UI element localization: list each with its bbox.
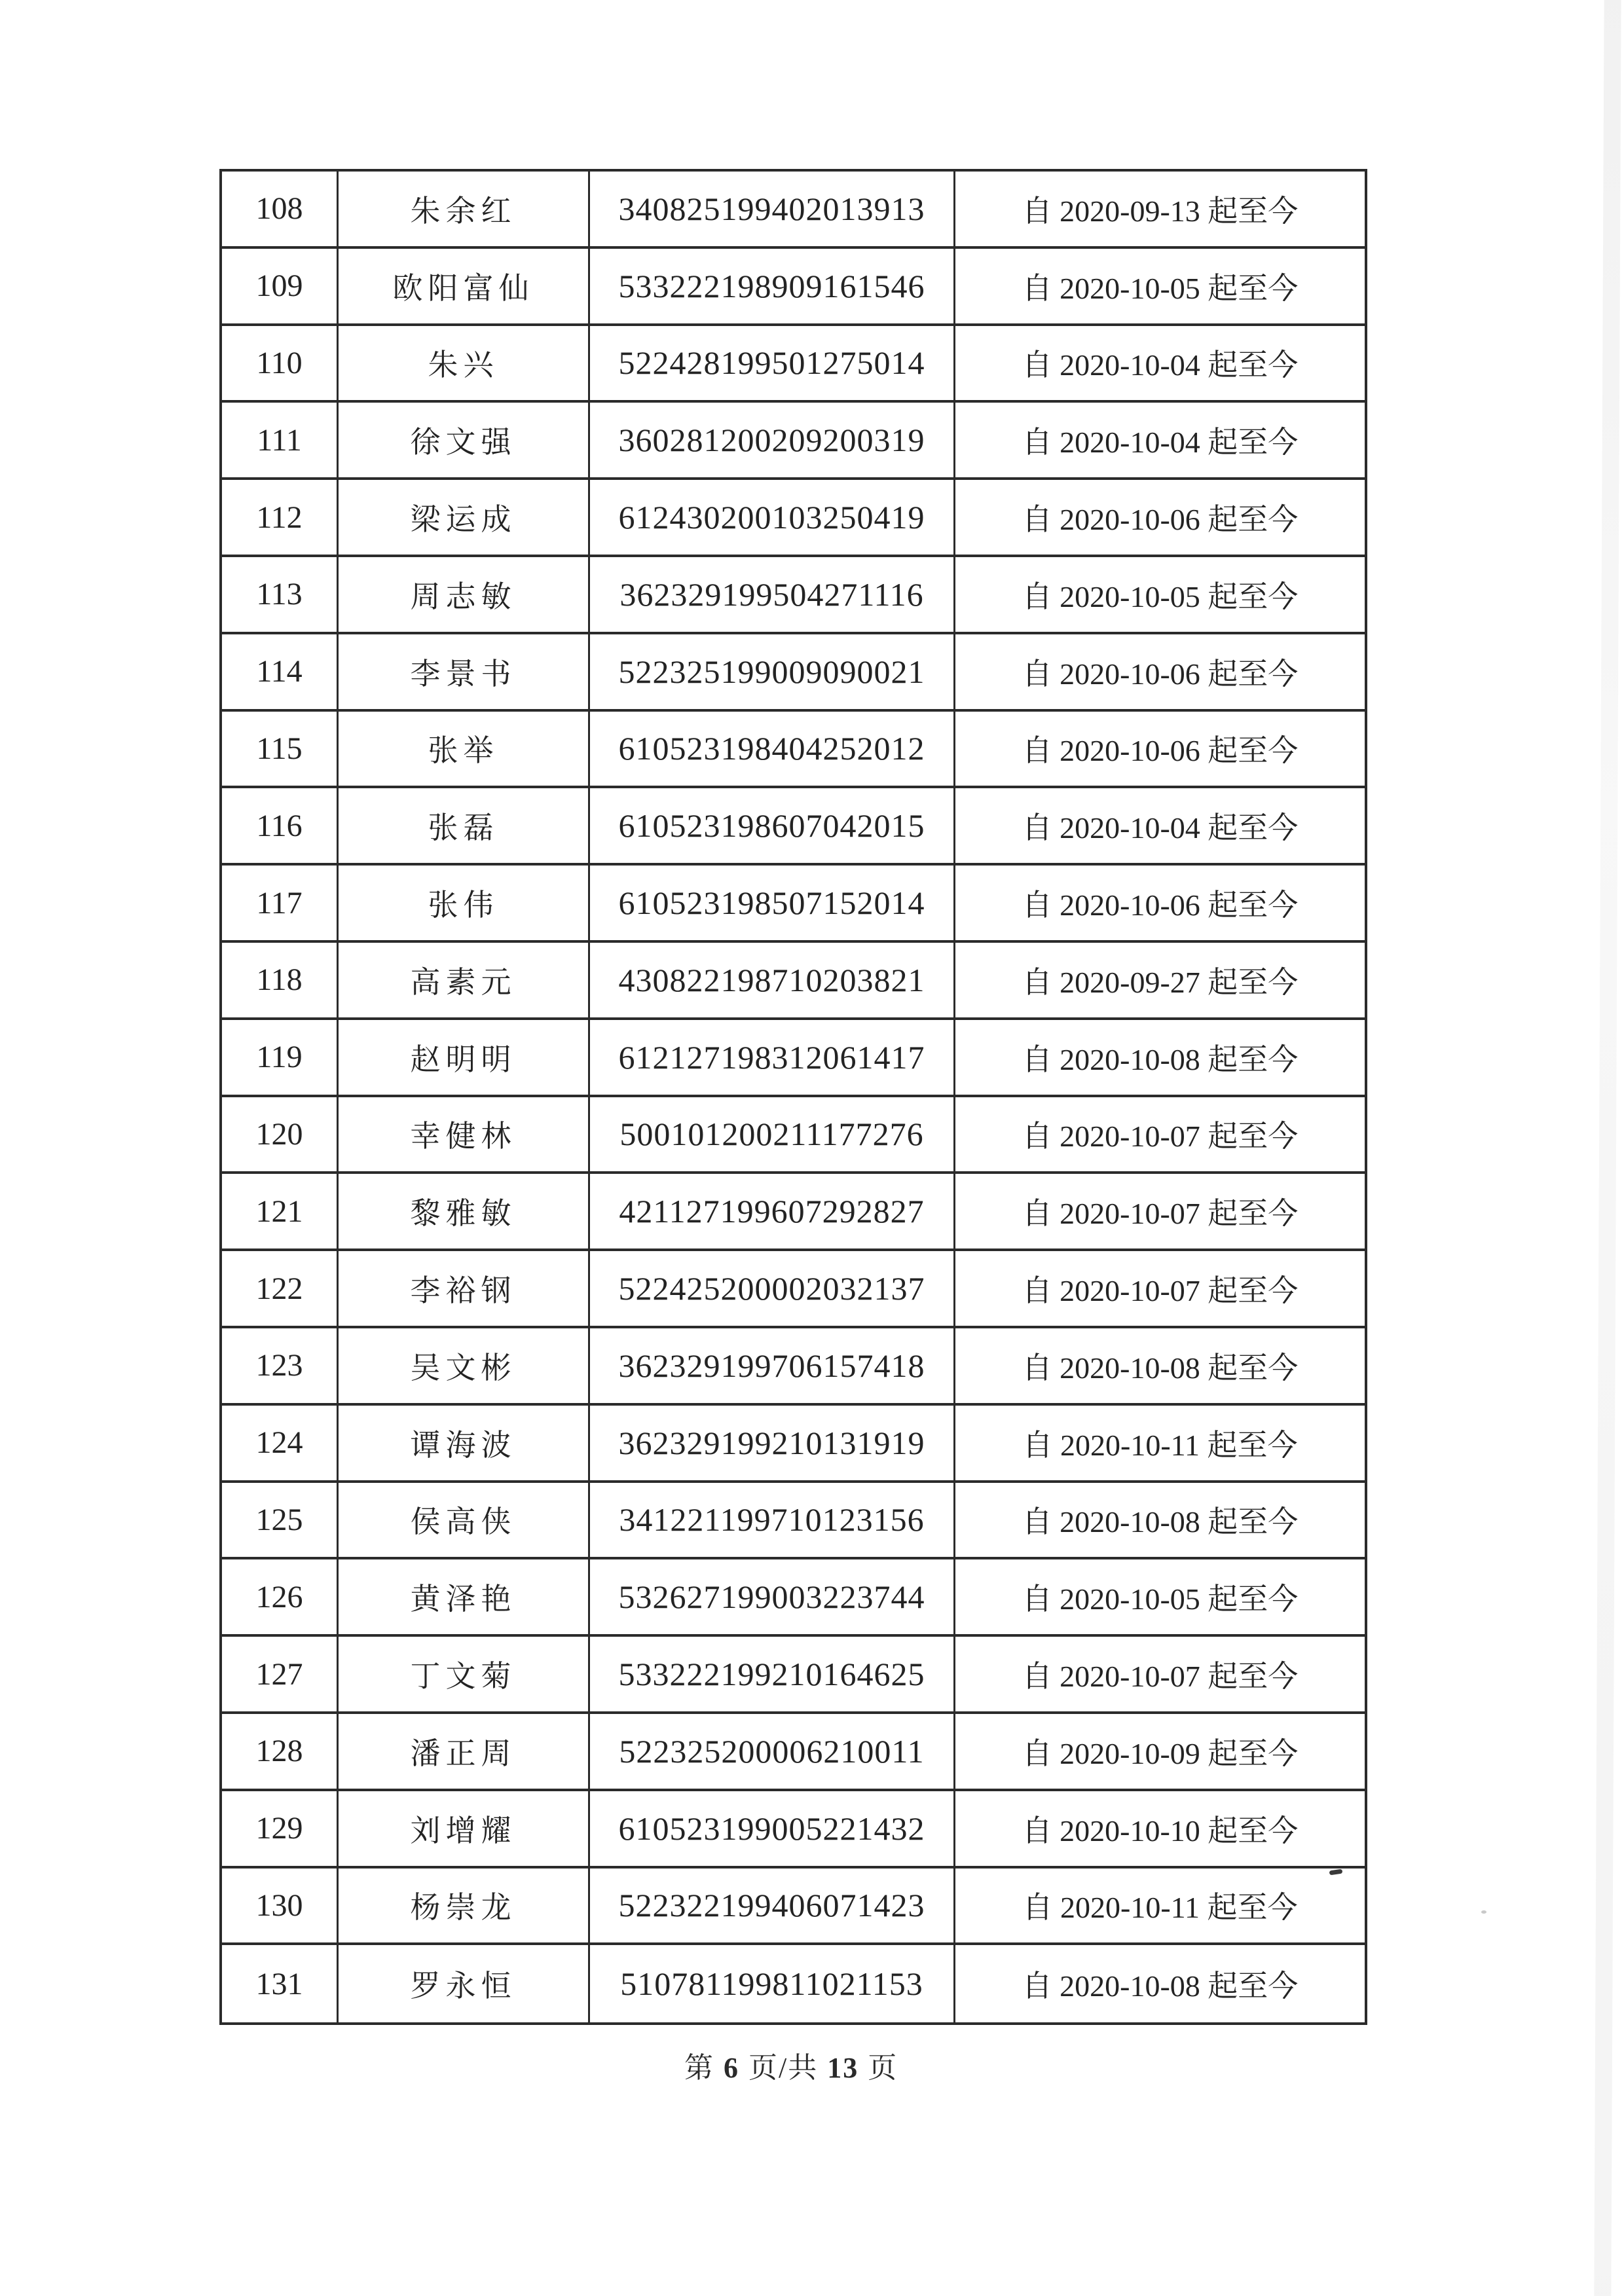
id-number-cell: 430822198710203821	[590, 943, 955, 1017]
person-name-cell: 高素元	[339, 943, 590, 1017]
person-name-cell: 李景书	[339, 634, 590, 709]
row-number-cell: 128	[222, 1714, 339, 1789]
row-number-cell: 109	[222, 249, 339, 323]
table-row	[222, 1328, 1365, 1406]
table-row	[222, 1097, 1365, 1175]
row-number-cell: 113	[222, 557, 339, 632]
period-cell: 自 2020-10-04 起至今	[1022, 348, 1299, 382]
period-cell: 自 2020-10-05 起至今	[1022, 1582, 1299, 1616]
scan-speck	[1481, 1910, 1486, 1914]
row-number-cell: 127	[222, 1637, 339, 1711]
period-cell: 自 2020-10-08 起至今	[1022, 1351, 1299, 1385]
person-name-cell: 黎雅敏	[339, 1174, 590, 1248]
id-number-cell: 522325199009090021	[590, 634, 955, 709]
row-number-cell: 111	[222, 403, 339, 477]
period-cell: 自 2020-10-05 起至今	[1022, 579, 1299, 613]
table-row	[222, 1637, 1365, 1714]
id-number-cell: 362329199706157418	[590, 1328, 955, 1403]
person-name-cell: 刘增耀	[339, 1791, 590, 1866]
id-number-cell: 340825199402013913	[590, 172, 955, 246]
table-row	[222, 249, 1365, 326]
person-name-cell: 张举	[339, 712, 590, 786]
table-row	[222, 557, 1365, 634]
id-number-cell: 612127198312061417	[590, 1020, 955, 1095]
table-row	[222, 1791, 1365, 1868]
footer-page-number: 6	[724, 2052, 739, 2084]
id-number-cell: 522428199501275014	[590, 326, 955, 401]
period-cell: 自 2020-10-05 起至今	[1022, 271, 1299, 305]
table-row	[222, 1483, 1365, 1560]
table-row	[222, 1174, 1365, 1251]
person-name-cell: 欧阳富仙	[339, 249, 590, 323]
period-cell: 自 2020-10-10 起至今	[1022, 1813, 1299, 1848]
period-cell: 自 2020-10-06 起至今	[1022, 888, 1299, 922]
period-cell: 自 2020-10-11 起至今	[1022, 1891, 1298, 1925]
footer-middle: 页/共	[748, 2052, 819, 2084]
row-number-cell: 115	[222, 712, 339, 786]
id-number-cell: 532627199003223744	[590, 1559, 955, 1634]
person-name-cell: 朱余红	[339, 172, 590, 246]
person-name-cell: 徐文强	[339, 403, 590, 477]
row-number-cell: 130	[222, 1868, 339, 1943]
period-cell: 自 2020-10-06 起至今	[1022, 503, 1299, 537]
row-number-cell: 129	[222, 1791, 339, 1866]
person-name-cell: 罗永恒	[339, 1945, 590, 2022]
person-name-cell: 张磊	[339, 788, 590, 863]
row-number-cell: 125	[222, 1483, 339, 1558]
period-cell: 自 2020-10-06 起至今	[1022, 734, 1299, 768]
person-name-cell: 潘正周	[339, 1714, 590, 1789]
table-row	[222, 1714, 1365, 1791]
row-number-cell: 121	[222, 1174, 339, 1248]
id-number-cell: 341221199710123156	[590, 1483, 955, 1558]
person-name-cell: 侯高侠	[339, 1483, 590, 1558]
table-row	[222, 1251, 1365, 1328]
person-name-cell: 吴文彬	[339, 1328, 590, 1403]
scan-streak-artifact	[1594, 0, 1621, 2296]
period-cell: 自 2020-10-04 起至今	[1022, 811, 1299, 845]
table-row	[222, 634, 1365, 712]
row-number-cell: 119	[222, 1020, 339, 1095]
person-name-cell: 幸健林	[339, 1097, 590, 1172]
footer-suffix: 页	[868, 2052, 898, 2084]
period-cell: 自 2020-10-07 起至今	[1022, 1120, 1299, 1154]
period-cell: 自 2020-10-11 起至今	[1022, 1428, 1298, 1462]
row-number-cell: 126	[222, 1559, 339, 1634]
row-number-cell: 114	[222, 634, 339, 709]
person-name-cell: 杨崇龙	[339, 1868, 590, 1943]
table-row	[222, 480, 1365, 557]
row-number-cell: 122	[222, 1251, 339, 1326]
table-row	[222, 403, 1365, 480]
period-cell: 自 2020-10-08 起至今	[1022, 1969, 1299, 2003]
table-row	[222, 1945, 1365, 2022]
period-cell: 自 2020-09-27 起至今	[1022, 965, 1299, 999]
person-name-cell: 赵明明	[339, 1020, 590, 1095]
footer-prefix: 第	[684, 2052, 714, 2084]
person-name-cell: 黄泽艳	[339, 1559, 590, 1634]
id-number-cell: 362329199504271116	[590, 557, 955, 632]
id-number-cell: 533222199210164625	[590, 1637, 955, 1711]
id-number-cell: 610523198404252012	[590, 712, 955, 786]
period-cell: 自 2020-10-08 起至今	[1022, 1042, 1299, 1076]
row-number-cell: 124	[222, 1406, 339, 1480]
person-name-cell: 谭海波	[339, 1406, 590, 1480]
table-row	[222, 1020, 1365, 1097]
table-row	[222, 1559, 1365, 1637]
roster-table	[219, 169, 1367, 2025]
period-cell: 自 2020-10-06 起至今	[1022, 657, 1299, 691]
id-number-cell: 522425200002032137	[590, 1251, 955, 1326]
table-row	[222, 1868, 1365, 1946]
table-row	[222, 788, 1365, 866]
person-name-cell: 梁运成	[339, 480, 590, 555]
row-number-cell: 120	[222, 1097, 339, 1172]
page-footer	[684, 2044, 898, 2086]
table-row	[222, 943, 1365, 1020]
period-cell: 自 2020-10-08 起至今	[1022, 1505, 1299, 1539]
row-number-cell: 118	[222, 943, 339, 1017]
row-number-cell: 131	[222, 1945, 339, 2022]
id-number-cell: 360281200209200319	[590, 403, 955, 477]
person-name-cell: 周志敏	[339, 557, 590, 632]
period-cell: 自 2020-10-04 起至今	[1022, 426, 1299, 460]
period-cell: 自 2020-10-07 起至今	[1022, 1660, 1299, 1694]
id-number-cell: 362329199210131919	[590, 1406, 955, 1480]
row-number-cell: 110	[222, 326, 339, 401]
period-cell: 自 2020-10-09 起至今	[1022, 1736, 1299, 1770]
row-number-cell: 117	[222, 866, 339, 940]
footer-total-pages: 13	[827, 2052, 859, 2084]
row-number-cell: 112	[222, 480, 339, 555]
row-number-cell: 108	[222, 172, 339, 246]
id-number-cell: 610523198507152014	[590, 866, 955, 940]
id-number-cell: 610523199005221432	[590, 1791, 955, 1866]
table-row	[222, 326, 1365, 403]
table-row	[222, 712, 1365, 789]
period-cell: 自 2020-10-07 起至今	[1022, 1274, 1299, 1308]
period-cell: 自 2020-09-13 起至今	[1022, 194, 1299, 228]
table-row	[222, 866, 1365, 943]
row-number-cell: 123	[222, 1328, 339, 1403]
person-name-cell: 李裕钢	[339, 1251, 590, 1326]
id-number-cell: 421127199607292827	[590, 1174, 955, 1248]
id-number-cell: 522322199406071423	[590, 1868, 955, 1943]
id-number-cell: 522325200006210011	[590, 1714, 955, 1789]
row-number-cell: 116	[222, 788, 339, 863]
person-name-cell: 张伟	[339, 866, 590, 940]
period-cell: 自 2020-10-07 起至今	[1022, 1197, 1299, 1231]
id-number-cell: 510781199811021153	[590, 1945, 955, 2022]
id-number-cell: 610523198607042015	[590, 788, 955, 863]
table-row	[222, 1406, 1365, 1483]
person-name-cell: 朱兴	[339, 326, 590, 401]
id-number-cell: 500101200211177276	[590, 1097, 955, 1172]
table-row	[222, 172, 1365, 249]
id-number-cell: 533222198909161546	[590, 249, 955, 323]
person-name-cell: 丁文菊	[339, 1637, 590, 1711]
id-number-cell: 612430200103250419	[590, 480, 955, 555]
